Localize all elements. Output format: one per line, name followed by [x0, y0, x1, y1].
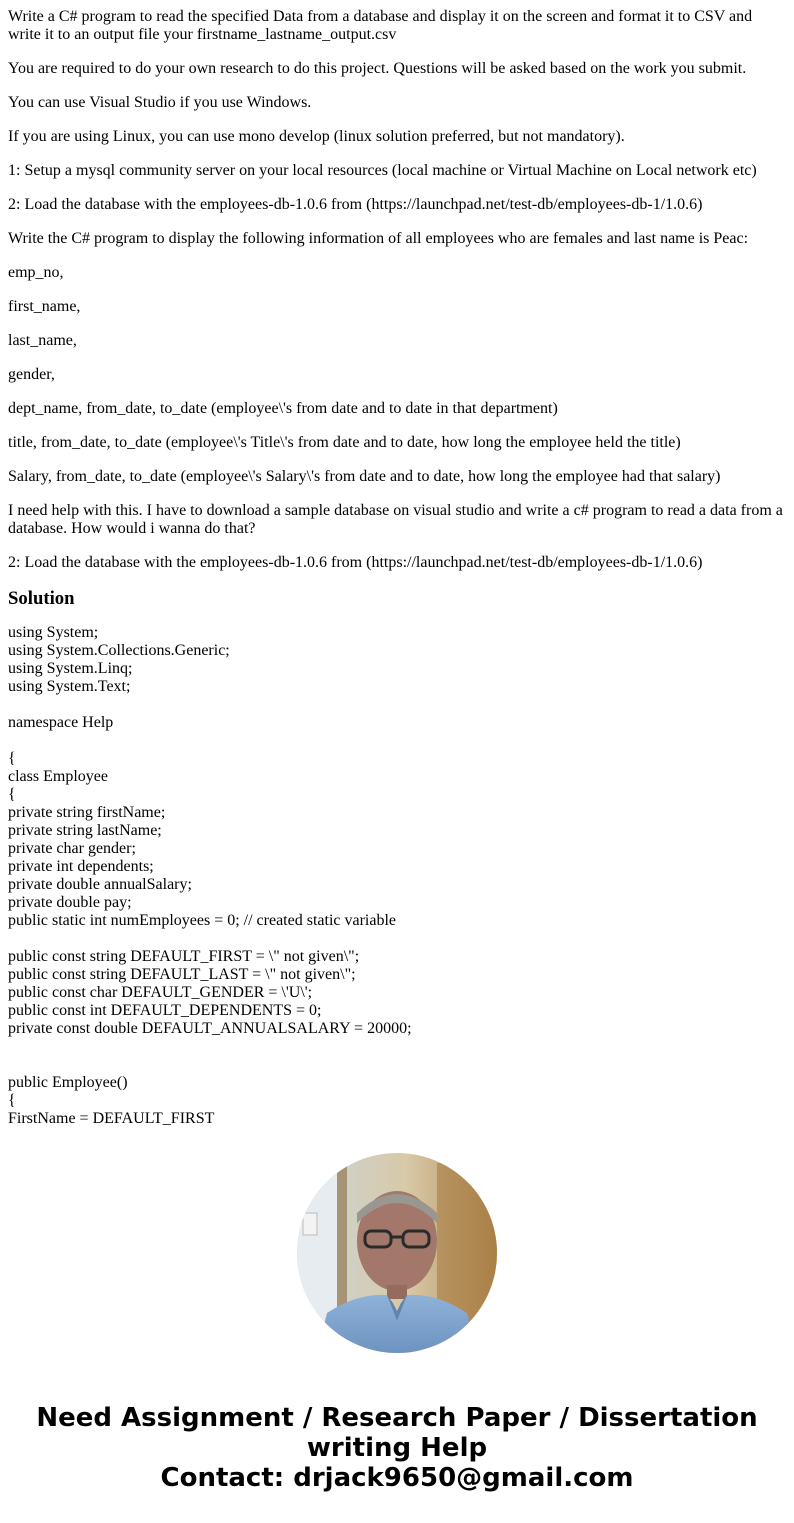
- question-paragraph: 2: Load the database with the employees-db-1.0.6 from (https://launchpad.net/test-db/employees-db-1/1.0.6): [8, 554, 703, 571]
- question-paragraph: 2: Load the database with the employees-db-1.0.6 from (https://launchpad.net/test-db/employees-db-1/1.0.6): [8, 196, 703, 213]
- person-portrait-icon: [297, 1153, 497, 1353]
- question-paragraph: I need help with this. I have to download a sample database on visual studio and write a c# program to read a data from a database. How would i wanna do that?: [8, 502, 787, 537]
- question-paragraph: last_name,: [8, 332, 77, 349]
- cta-line-1: Need Assignment / Research Paper / Dissertation: [36, 1403, 758, 1433]
- code-line: namespace Help: [8, 714, 114, 731]
- code-line: private string lastName;: [8, 822, 162, 839]
- question-paragraph: emp_no,: [8, 264, 64, 281]
- code-line: {: [8, 750, 16, 767]
- solution-heading: Solution: [8, 588, 75, 609]
- code-line: using System.Collections.Generic;: [8, 642, 230, 659]
- question-paragraph: You can use Visual Studio if you use Windows.: [8, 94, 312, 111]
- solution-code: [8, 624, 788, 1127]
- question-paragraph: Write the C# program to display the following information of all employees who are females and last name is Peac:: [8, 230, 749, 247]
- code-line: private double annualSalary;: [8, 876, 192, 893]
- question-text: [8, 8, 788, 572]
- question-paragraph: If you are using Linux, you can use mono develop (linux solution preferred, but not mandatory).: [8, 128, 625, 145]
- code-line: [8, 696, 788, 714]
- code-line: private char gender;: [8, 840, 136, 857]
- question-paragraph: title, from_date, to_date (employee\'s Title\'s from date and to date, how long the employee held the title): [8, 434, 681, 451]
- question-paragraph: Write a C# program to read the specified Data from a database and display it on the screen and format it to CSV and write it to an output file your firstname_lastname_output.csv: [8, 8, 757, 43]
- code-line: public Employee(): [8, 1074, 128, 1091]
- code-line: using System;: [8, 624, 99, 641]
- question-paragraph: You are required to do your own research to do this project. Questions will be asked based on the work you submit.: [8, 60, 747, 77]
- code-line: class Employee: [8, 768, 108, 785]
- code-line: private const double DEFAULT_ANNUALSALARY = 20000;: [8, 1020, 412, 1037]
- code-line: public const string DEFAULT_FIRST = \" not given\";: [8, 948, 360, 965]
- code-line: using System.Linq;: [8, 660, 133, 677]
- code-line: [8, 930, 788, 948]
- cta-contact-email: Contact: drjack9650@gmail.com: [160, 1463, 634, 1493]
- code-line: [8, 1056, 788, 1074]
- code-line: private double pay;: [8, 894, 132, 911]
- code-line: {: [8, 1092, 16, 1109]
- question-paragraph: dept_name, from_date, to_date (employee\'s from date and to date in that department): [8, 400, 558, 417]
- question-paragraph: Salary, from_date, to_date (employee\'s Salary\'s from date and to date, how long the employee had that salary): [8, 468, 721, 485]
- code-line: FirstName = DEFAULT_FIRST: [8, 1110, 215, 1127]
- page-content: [8, 8, 788, 1127]
- code-line: private string firstName;: [8, 804, 166, 821]
- question-paragraph: gender,: [8, 366, 55, 383]
- code-line: {: [8, 786, 16, 803]
- code-line: [8, 732, 788, 750]
- code-line: public static int numEmployees = 0; // created static variable: [8, 912, 397, 929]
- avatar: [297, 1153, 497, 1353]
- code-line: [8, 1038, 788, 1056]
- code-line: private int dependents;: [8, 858, 154, 875]
- code-line: public const char DEFAULT_GENDER = \'U\';: [8, 984, 313, 1001]
- contact-banner: [0, 1403, 794, 1493]
- code-line: public const int DEFAULT_DEPENDENTS = 0;: [8, 1002, 322, 1019]
- question-paragraph: 1: Setup a mysql community server on your local resources (local machine or Virtual Machine on Local network etc): [8, 162, 757, 179]
- code-line: public const string DEFAULT_LAST = \" not given\";: [8, 966, 356, 983]
- code-line: using System.Text;: [8, 678, 131, 695]
- question-paragraph: first_name,: [8, 298, 81, 315]
- cta-line-2: writing Help: [306, 1433, 488, 1463]
